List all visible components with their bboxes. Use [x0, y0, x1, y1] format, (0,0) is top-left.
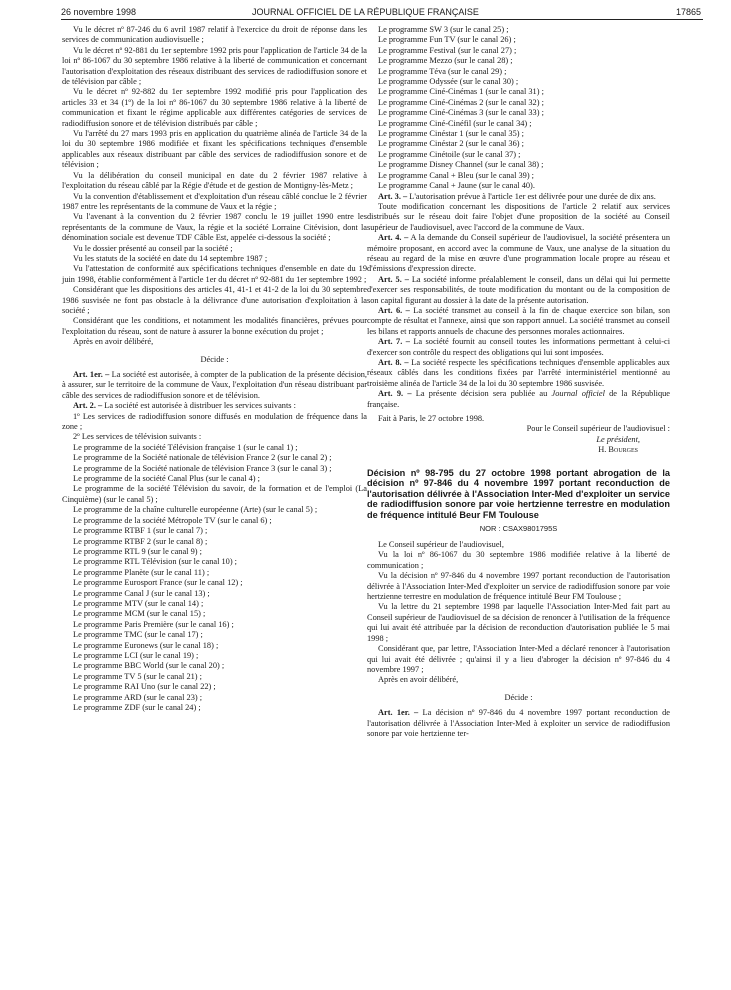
- programme-item: Le programme Mezzo (sur le canal 28) ;: [378, 56, 513, 66]
- programme-item: Le programme RTBF 2 (sur le canal 8) ;: [73, 536, 208, 546]
- article-4: [367, 233, 670, 275]
- programme-item: Le programme de la société Télévision française 1 (sur le canal 1) ;: [73, 442, 298, 452]
- programme-item: Le programme BBC World (sur le canal 20) ;: [73, 661, 225, 671]
- article-label: Art. 9. –: [378, 389, 412, 399]
- programme-item: Le programme RTL Télévision (sur le canal 10) ;: [73, 557, 238, 567]
- article-label: Art. 6. –: [378, 305, 410, 315]
- programme-item: Le programme RTBF 1 (sur le canal 7) ;: [73, 526, 208, 536]
- programme-list-right: [367, 25, 670, 192]
- right-column: [367, 25, 670, 739]
- visa-paragraph: Vu le décret nº 92-882 du 1er septembre 1992 modifié pris pour l'application des articles 33 et 34 (1º) de la loi nº 86-1067 du 30 septembre 1986 relative à la liberté de communication et fixant le régime applicable aux différentes catégories de services de radiodiffusion sonore et de télévision distribués par câble ;: [62, 87, 367, 128]
- decision-2-paragraph: Vu la décision nº 97-846 du 4 novembre 1997 portant reconduction de l'autorisation délivrée à l'Association Inter-Med d'exploiter un service de radiodiffusion sonore par voie hertzienne terrestre en modulation de fréquence intitulé Beur FM Toulouse ;: [367, 571, 670, 602]
- article-1: [62, 370, 367, 401]
- signature-line: Pour le Conseil supérieur de l'audiovisuel :: [526, 424, 670, 434]
- decision-2-decide-heading: Décide :: [504, 692, 533, 702]
- page-header: [0, 0, 731, 20]
- article-6: [367, 306, 670, 337]
- header-page-number: 17865: [675, 7, 701, 17]
- article-2-item-1: 1º Les services de radiodiffusion sonore diffusés en modulation de fréquence dans la zone ;: [62, 411, 367, 432]
- article-3: [367, 192, 670, 202]
- programme-item: Le programme Ciné-Cinémas 3 (sur le canal 33) ;: [378, 108, 544, 118]
- signature-name: H. Bourges: [598, 445, 638, 455]
- article-3-paragraph-2: Toute modification concernant les dispositions de l'article 2 relatif aux services distribués sur le réseau doit faire l'objet d'une proposition de la société au Conseil supérieur de l'audiovisuel, avec l'accord de la commune de Vaux.: [367, 201, 670, 232]
- header-date: 26 novembre 1998: [61, 7, 137, 17]
- left-column: [62, 25, 367, 713]
- programme-item: Le programme de la société Télévision du savoir, de la formation et de l'emploi (La Cinquième) (sur le canal 5) ;: [62, 484, 367, 504]
- article-text: La société transmet au conseil à la fin de chaque exercice son bilan, son compte de résultat et l'annexe, ainsi que son rapport annuel. La société transmet au conseil les bilans et rapports annuels de chacune des personnes morales actionnaires.: [367, 305, 670, 336]
- visa-paragraph: Vu l'arrêté du 27 mars 1993 pris en application du quatrième alinéa de l'article 34 de la loi du 30 septembre 1986 modifiée et fixant les spécifications techniques d'ensemble applicables aux réseaux distribuant par câble des services de radiodiffusion sonore et de télévision ;: [62, 129, 367, 170]
- article-text: La société est autorisée à distribuer les services suivants :: [104, 401, 296, 411]
- programme-item: Le programme Cinétoile (sur le canal 37) ;: [378, 149, 521, 159]
- programme-item: Le programme MTV (sur le canal 14) ;: [73, 598, 204, 608]
- deliberation-paragraph: Après en avoir délibéré,: [73, 337, 154, 347]
- programme-item: Le programme Paris Première (sur le canal 16) ;: [73, 619, 234, 629]
- article-8: [367, 358, 670, 389]
- visa-paragraph: Vu le dossier présenté au conseil par la société ;: [73, 243, 233, 253]
- programme-item: Le programme Ciné-Cinéfil (sur le canal 34) ;: [378, 118, 532, 128]
- visa-paragraph: Vu les statuts de la société en date du 14 septembre 1987 ;: [73, 253, 268, 263]
- programme-item: Le programme ZDF (sur le canal 24) ;: [73, 703, 201, 712]
- decide-heading: Décide :: [200, 354, 229, 364]
- article-text: La décision nº 97-846 du 4 novembre 1997 portant reconduction de l'autorisation délivrée à l'Association Inter-Med à exploiter un service de radiodiffusion sonore par voie hertzienne ter-: [367, 708, 670, 738]
- article-text: La société fournit au conseil toutes les informations permettant à celui-ci d'exercer son contrôle du respect des obligations qui lui sont imposées.: [367, 337, 671, 357]
- article-label: Art. 2. –: [73, 401, 103, 411]
- article-text: La présente décision sera publiée au: [415, 389, 552, 399]
- programme-item: Le programme Canal + Jaune (sur le canal 40).: [378, 181, 535, 191]
- decision-2-paragraph: Vu la lettre du 21 septembre 1998 par laquelle l'Association Inter-Med fait part au Conseil supérieur de l'audiovisuel de sa décision de renoncer à l'utilisation de la fréquence qui lui avait été attribuée par la décision de reconduction d'autorisation publiée le 5 mai 1998 ;: [367, 602, 670, 643]
- article-label: Art. 7. –: [378, 337, 410, 347]
- article-label: Art. 8. –: [378, 358, 409, 367]
- article-text: La société respecte les spécifications techniques d'ensemble applicables aux réseaux câblés dans les conditions fixées par l'arrêté interministériel mentionné au troisième alinéa de l'article 34 de la loi du 30 septembre 1986 susvisée.: [367, 358, 670, 388]
- decision-2-paragraph: Vu la loi nº 86-1067 du 30 septembre 1986 modifiée relative à la liberté de communication ;: [367, 550, 670, 570]
- article-5: [367, 275, 670, 306]
- decision-2-title: Décision nº 98-795 du 27 octobre 1998 portant abrogation de la décision nº 97-846 du 4 novembre 1997 portant reconduction de l'autorisation délivrée à l'Association Inter-Med d'exploiter un service de radiodiffusion sonore par voie hertzienne terrestre en modulation de fréquence intitulé Beur FM Toulouse: [367, 467, 670, 521]
- decision-2-paragraph: Considérant que, par lettre, l'Association Inter-Med a déclaré renoncer à l'autorisation qui lui avait été délivrée ; qu'ainsi il y a lieu d'abroger la décision nº 97-846 du 4 novembre 1997 ;: [367, 644, 670, 674]
- visa-paragraph: Vu l'attestation de conformité aux spécifications techniques d'ensemble en date du 19 juin 1998, établie conformément à l'article 1er du décret nº 92-881 du 1er septembre 1992 ;: [62, 264, 367, 284]
- programme-item: Le programme Festival (sur le canal 27) ;: [378, 45, 517, 55]
- article-7: [367, 337, 670, 358]
- programme-item: Le programme Cinéstar 1 (sur le canal 35) ;: [378, 129, 524, 139]
- programme-item: Le programme de la société Canal Plus (sur le canal 4) ;: [73, 474, 260, 484]
- article-text: La société informe préalablement le conseil, dans un délai qui lui permette d'exercer ses responsabilités, de toute modification du montant ou de la composition de son capital figurant au dossier à la date de la présente autorisation.: [367, 274, 670, 305]
- header-rule: [61, 19, 703, 20]
- programme-item: Le programme de la chaîne culturelle européenne (Arte) (sur le canal 5) ;: [73, 505, 318, 515]
- article-label: Art. 5. –: [378, 274, 409, 284]
- programme-item: Le programme Ciné-Cinémas 1 (sur le canal 31) ;: [378, 87, 544, 97]
- visa-paragraph: Vu la délibération du conseil municipal en date du 2 février 1987 relative à l'exploitation du réseau câblé par la Régie d'étude et de gestion de Montigny-lès-Metz ;: [62, 170, 367, 191]
- programme-item: Le programme Disney Channel (sur le canal 38) ;: [378, 160, 544, 170]
- decision-2-paragraph: Après en avoir délibéré,: [378, 675, 459, 685]
- fait-a-paris: Fait à Paris, le 27 octobre 1998.: [378, 414, 485, 424]
- article-text: de la République française.: [367, 389, 670, 409]
- visa-paragraph: Vu la convention d'établissement et d'exploitation d'un réseau câblé conclue le 2 février 1987 entre les représentants de la commune de Vaux et la régie ;: [62, 191, 367, 211]
- article-label: Art. 1er. –: [73, 370, 110, 379]
- decision-2-article-1: [367, 708, 670, 739]
- programme-item: Le programme Téva (sur le canal 29) ;: [378, 66, 507, 76]
- programme-item: Le programme Euronews (sur le canal 18) ;: [73, 640, 219, 650]
- decision-2-paragraph: Le Conseil supérieur de l'audiovisuel,: [378, 540, 504, 550]
- programme-item: Le programme Planète (sur le canal 11) ;: [73, 567, 210, 577]
- programme-item: Le programme Ciné-Cinémas 2 (sur le canal 32) ;: [378, 97, 544, 107]
- programme-item: Le programme Fun TV (sur le canal 26) ;: [378, 35, 516, 45]
- article-text: A la demande du Conseil supérieur de l'audiovisuel, la société présentera un mémoire proposant, en accord avec la commune de Vaux, une analyse de la situation du réseau au regard de la mise en œuvre d'une programmation locale propre au réseau et d'émissions d'expression directe.: [367, 233, 670, 274]
- programme-item: Le programme Canal + Bleu (sur le canal 39) ;: [378, 170, 534, 180]
- article-text: La société est autorisée, à compter de la publication de la présente décision, à assurer, sur le territoire de la commune de Vaux, l'exploitation d'un réseau distribuant par câble des services de radiodiffusion sonore et de télévision.: [62, 370, 367, 400]
- programme-item: Le programme ARD (sur le canal 23) ;: [73, 692, 203, 702]
- programme-item: Le programme RTL 9 (sur le canal 9) ;: [73, 546, 202, 556]
- programme-item: Le programme de la Société nationale de télévision France 3 (sur le canal 3) ;: [73, 463, 332, 473]
- visa-paragraph: Vu le décret nº 87-246 du 6 avril 1987 relatif à l'exercice du droit de réponse dans les services de communication audiovisuelle ;: [62, 25, 367, 45]
- article-9: [367, 389, 670, 410]
- programme-item: Le programme LCI (sur le canal 19) ;: [73, 650, 199, 660]
- article-label: Art. 1er. –: [378, 708, 419, 718]
- programme-item: Le programme de la Société nationale de télévision France 2 (sur le canal 2) ;: [73, 453, 332, 463]
- programme-item: Le programme RAI Uno (sur le canal 22) ;: [73, 682, 216, 692]
- article-text: L'autorisation prévue à l'article 1er est délivrée pour une durée de dix ans.: [409, 191, 656, 201]
- programme-item: Le programme Canal J (sur le canal 13) ;: [73, 588, 210, 598]
- programme-item: Le programme de la société Métropole TV (sur le canal 6) ;: [73, 515, 272, 525]
- programme-item: Le programme Eurosport France (sur le canal 12) ;: [73, 578, 243, 588]
- considering-paragraph: Considérant que les dispositions des articles 41, 41-1 et 41-2 de la loi du 30 septembre 1986 susvisée ne font pas obstacle à la délivrance d'une autorisation d'exploitation à la société ;: [62, 285, 367, 315]
- programme-item: Le programme Cinéstar 2 (sur le canal 36) ;: [378, 139, 524, 149]
- signature-role: Le président,: [596, 434, 640, 444]
- programme-item: Le programme MCM (sur le canal 15) ;: [73, 609, 206, 619]
- visa-paragraph: Vu l'avenant à la convention du 2 février 1987 conclu le 19 juillet 1990 entre les représentants de la commune de Vaux, la régie et la société Lorraine Citévision, dont la dénomination sociale est devenue TDF Câble Est, appelée ci-dessous la société ;: [62, 212, 367, 243]
- programme-item: Le programme SW 3 (sur le canal 25) ;: [378, 25, 509, 34]
- article-2-item-2: 2º Les services de télévision suivants :: [73, 432, 202, 442]
- programme-item: Le programme Odyssée (sur le canal 30) ;: [378, 77, 519, 87]
- decision-2-nor: NOR : CSAX9801795S: [479, 523, 558, 533]
- visa-paragraph: Vu le décret nº 92-881 du 1er septembre 1992 pris pour l'application de l'article 34 de la loi nº 86-1067 du 30 septembre 1986 relative à la liberté de communication et concernant l'autorisation d'exploitation des réseaux distribuant des services de radiodiffusion sonore et de télévision par câble ;: [62, 45, 367, 87]
- journal-officiel-reference: Journal officiel: [551, 389, 605, 399]
- article-2: [62, 401, 367, 411]
- programme-item: Le programme TMC (sur le canal 17) ;: [73, 630, 203, 640]
- programme-list-left: [62, 443, 367, 714]
- header-journal-title: JOURNAL OFFICIEL DE LA RÉPUBLIQUE FRANÇAISE: [252, 7, 479, 17]
- considering-paragraph: Considérant que les conditions, et notamment les modalités financières, prévues pour l'exploitation du réseau, sont de nature à assurer la bonne exécution du projet ;: [62, 316, 367, 336]
- article-label: Art. 4. –: [378, 233, 409, 243]
- programme-item: Le programme TV 5 (sur le canal 21) ;: [73, 671, 202, 681]
- article-label: Art. 3. –: [378, 191, 408, 201]
